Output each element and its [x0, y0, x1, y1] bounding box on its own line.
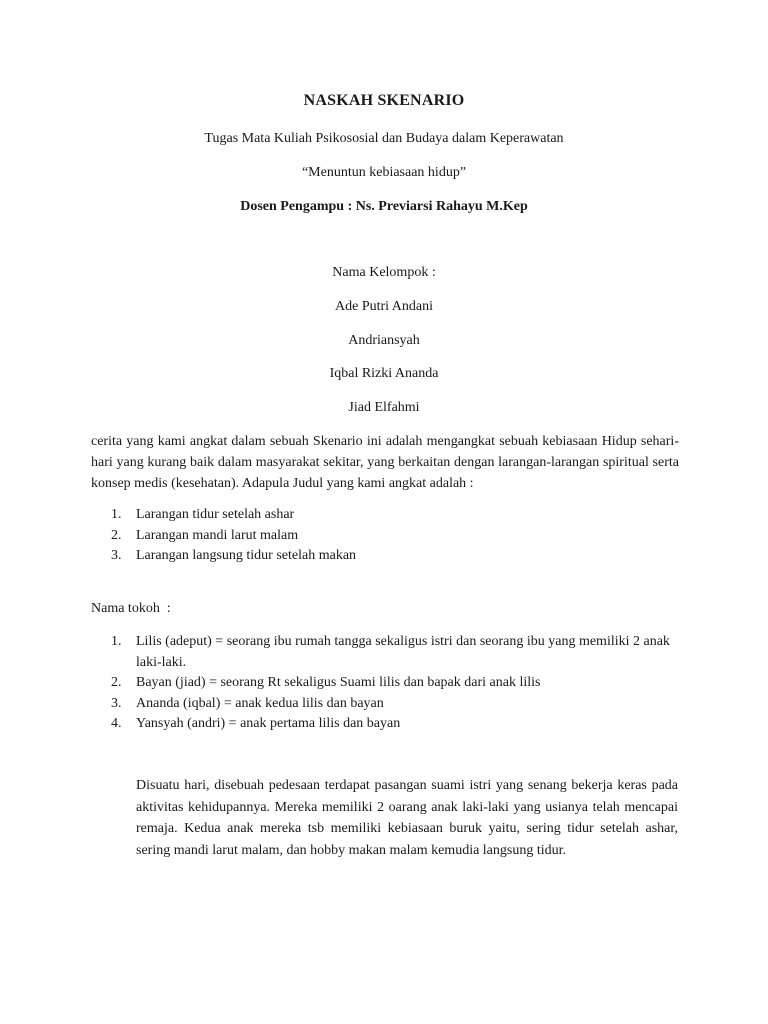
- list-number: 1.: [111, 634, 122, 649]
- list-text: Larangan mandi larut malam: [136, 527, 299, 543]
- list-text: Ananda (iqbal) = anak kedua lilis dan bayan: [136, 695, 384, 711]
- list-text: Yansyah (andri) = anak pertama lilis dan bayan: [136, 716, 401, 731]
- list-item: [91, 673, 681, 694]
- course-subtitle: Tugas Mata Kuliah Psikososial dan Budaya dalam Keperawatan: [204, 131, 564, 146]
- list-number: 3.: [111, 695, 122, 711]
- list-text: Lilis (adeput) = seorang ibu rumah tangga sekaligus istri dan seorang ibu yang memiliki 2 anak laki-laki.: [136, 634, 670, 670]
- lecturer-line: Dosen Pengampu : Ns. Previarsi Rahayu M.Kep: [240, 199, 528, 214]
- group-member: Ade Putri Andani: [335, 299, 433, 314]
- document-title: NASKAH SKENARIO: [303, 92, 465, 109]
- group-heading: Nama Kelompok :: [332, 265, 436, 280]
- list-number: 3.: [111, 548, 122, 563]
- rules-list: [91, 505, 681, 567]
- list-number: 2.: [111, 675, 122, 690]
- group-member: Jiad Elfahmi: [348, 400, 420, 415]
- list-item: [91, 526, 681, 547]
- list-text: Bayan (jiad) = seorang Rt sekaligus Suami lilis dan bapak dari anak lilis: [136, 675, 541, 690]
- list-number: 1.: [111, 507, 122, 522]
- list-text: Larangan langsung tidur setelah makan: [136, 548, 357, 563]
- theme-quote: “Menuntun kebiasaan hidup”: [301, 165, 467, 180]
- list-text: Larangan tidur setelah ashar: [136, 507, 295, 522]
- group-member: Andriansyah: [348, 333, 420, 348]
- tokoh-list: [91, 632, 681, 735]
- tokoh-heading: Nama tokoh :: [91, 601, 171, 616]
- list-number: 4.: [111, 716, 122, 731]
- list-item: [91, 694, 681, 715]
- intro-paragraph: cerita yang kami angkat dalam sebuah Skenario ini adalah mengangkat sebuah kebiasaan Hidup sehari-hari yang kurang baik dalam masyarakat sekitar, yang berkaitan dengan larangan-larangan spiritual serta konsep medis (kesehatan). Adapula Judul yang kami angkat adalah :: [91, 434, 679, 491]
- list-item: [91, 632, 681, 673]
- group-member: Iqbal Rizki Ananda: [329, 366, 439, 381]
- list-item: [91, 714, 681, 735]
- list-number: 2.: [111, 527, 122, 543]
- list-item: [91, 505, 681, 526]
- story-paragraph: Disuatu hari, disebuah pedesaan terdapat pasangan suami istri yang senang bekerja keras pada aktivitas kehidupannya. Mereka memiliki 2 oarang anak laki-laki yang usianya telah mencapai remaja. Kedua anak mereka tsb memiliki kebiasaan buruk yaitu, sering tidur setelah ashar, sering mandi larut malam, dan hobby makan malam kemudia langsung tidur.: [136, 778, 678, 858]
- list-item: [91, 546, 681, 567]
